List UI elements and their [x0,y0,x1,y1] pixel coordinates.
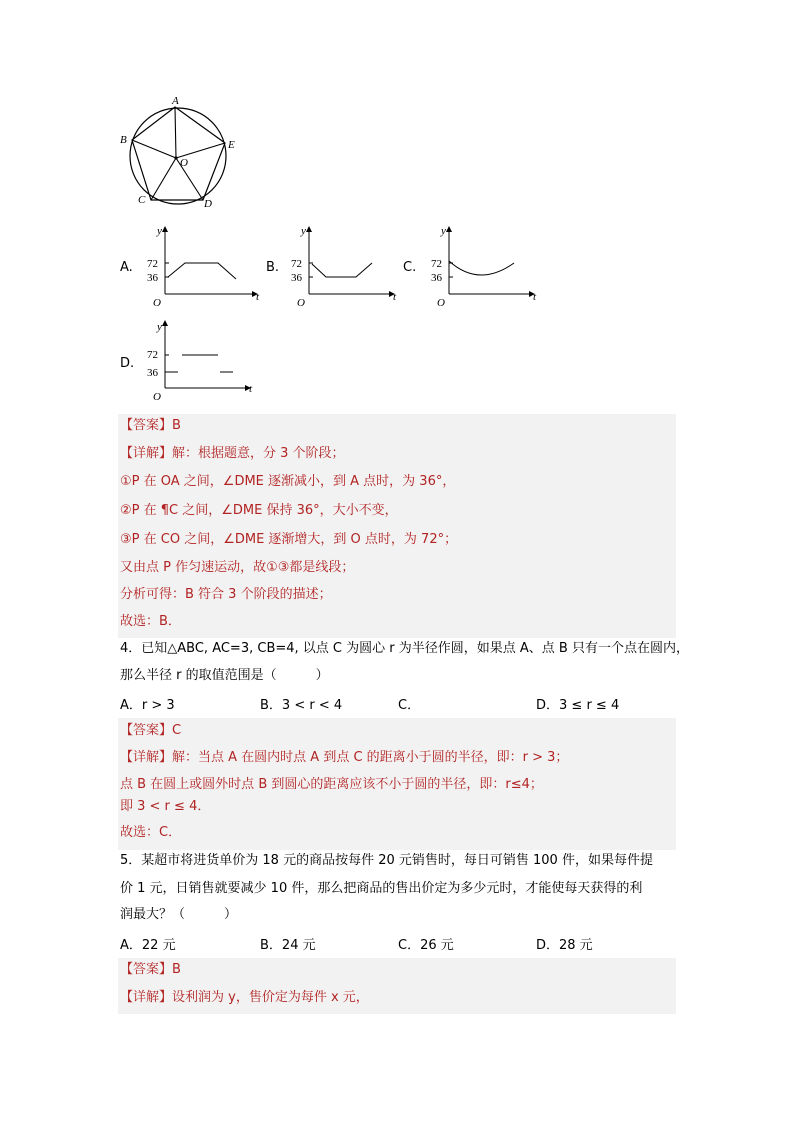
q5-choice-c: C．26 元 [398,938,454,953]
option-b-label: B. [266,260,280,275]
tick-36: 36 [291,272,302,284]
tick-36: 36 [147,272,158,284]
q4-choice-b: B．3 < r < 4 [260,698,343,713]
y-axis-label: y [157,321,162,333]
q3-detail-line-5: 又由点 P 作匀速运动，故①③都是线段； [120,560,355,575]
tick-36: 36 [147,367,158,379]
origin-label: O [153,391,161,403]
q3-detail-line-6: 分析可得：B 符合 3 个阶段的描述； [120,587,332,602]
tick-72: 72 [291,258,302,270]
option-a-label: A. [120,260,133,275]
q4-answer: 【答案】C [120,723,182,738]
q5-choice-b: B．24 元 [260,938,316,953]
q4-stem-line-1: 4．已知△ABC, AC=3, CB=4, 以点 C 为圆心 r 为半径作圆，如果点 A、点 B 只有一个点在圆内， [120,641,689,656]
graph-option-a [140,226,265,310]
q5-detail-line-1: 【详解】设利润为 y，售价定为每件 x 元， [120,990,369,1005]
vertex-label-a: A [172,95,179,107]
q3-detail-line-7: 故选：B． [120,614,181,629]
graph-option-b [284,226,409,310]
y-axis-label: y [441,225,446,237]
tick-36: 36 [431,272,442,284]
q5-stem-line-3: 润最大？（ ） [120,907,238,922]
t-axis-label: t [533,291,537,303]
q5-choice-a: A．22 元 [120,938,176,953]
q3-detail-line-2: ①P 在 OA 之间，∠DME 逐渐减小，到 A 点时，为 36°， [120,474,456,489]
q4-detail-line-4: 故选：C． [120,825,182,840]
y-axis-label: y [157,225,162,237]
q3-detail-line-3: ②P 在 ¶C 之间，∠DME 保持 36°，大小不变， [120,503,398,518]
graph-option-d [140,320,265,404]
q3-detail-line-1: 【详解】解：根据题意，分 3 个阶段； [120,446,345,461]
q4-detail-line-1: 【详解】解：当点 A 在圆内时点 A 到点 C 的距离小于圆的半径，即：r > 3； [120,750,569,765]
pentagon-circle-figure [118,96,248,214]
vertex-label-d: D [204,198,212,210]
q4-choice-d: D．3 ≤ r ≤ 4 [536,698,620,713]
q4-detail-line-3: 即 3 < r ≤ 4． [120,799,211,814]
q5-choice-d: D．28 元 [536,938,593,953]
tick-72: 72 [147,258,158,270]
q4-choices [120,694,680,714]
q4-choice-c: C． [398,698,421,713]
q4-choice-a: A．r > 3 [120,698,175,713]
graph-option-c [424,226,549,310]
y-axis-label: y [301,225,306,237]
option-d-label: D. [120,356,135,371]
t-axis-label: t [393,291,397,303]
tick-72: 72 [147,349,158,361]
vertex-label-c: C [138,194,146,206]
t-axis-label: t [249,383,253,395]
q3-answer: 【答案】B [120,418,181,433]
center-label-o: O [180,157,188,169]
tick-72: 72 [431,258,442,270]
vertex-label-b: B [120,134,127,146]
q5-choices [120,934,680,954]
q5-stem-line-2: 价 1 元，日销售就要减少 10 件，那么把商品的售出价定为多少元时，才能使每天获得的利 [120,881,643,896]
vertex-label-e: E [228,139,235,151]
t-axis-label: t [256,291,260,303]
origin-label: O [297,297,305,309]
option-c-label: C. [403,260,417,275]
q5-stem-line-1: 5．某超市将进货单价为 18 元的商品按每件 20 元销售时，每日可销售 100 件，如果每件提 [120,853,653,868]
q5-answer: 【答案】B [120,962,181,977]
origin-label: O [153,297,161,309]
origin-label: O [437,297,445,309]
q3-detail-line-4: ③P 在 CO 之间，∠DME 逐渐增大，到 O 点时，为 72°； [120,532,458,547]
q4-detail-line-2: 点 B 在圆上或圆外时点 B 到圆心的距离应该不小于圆的半径，即：r≤4； [120,777,543,792]
q4-stem-line-2: 那么半径 r 的取值范围是（ ） [120,668,329,683]
